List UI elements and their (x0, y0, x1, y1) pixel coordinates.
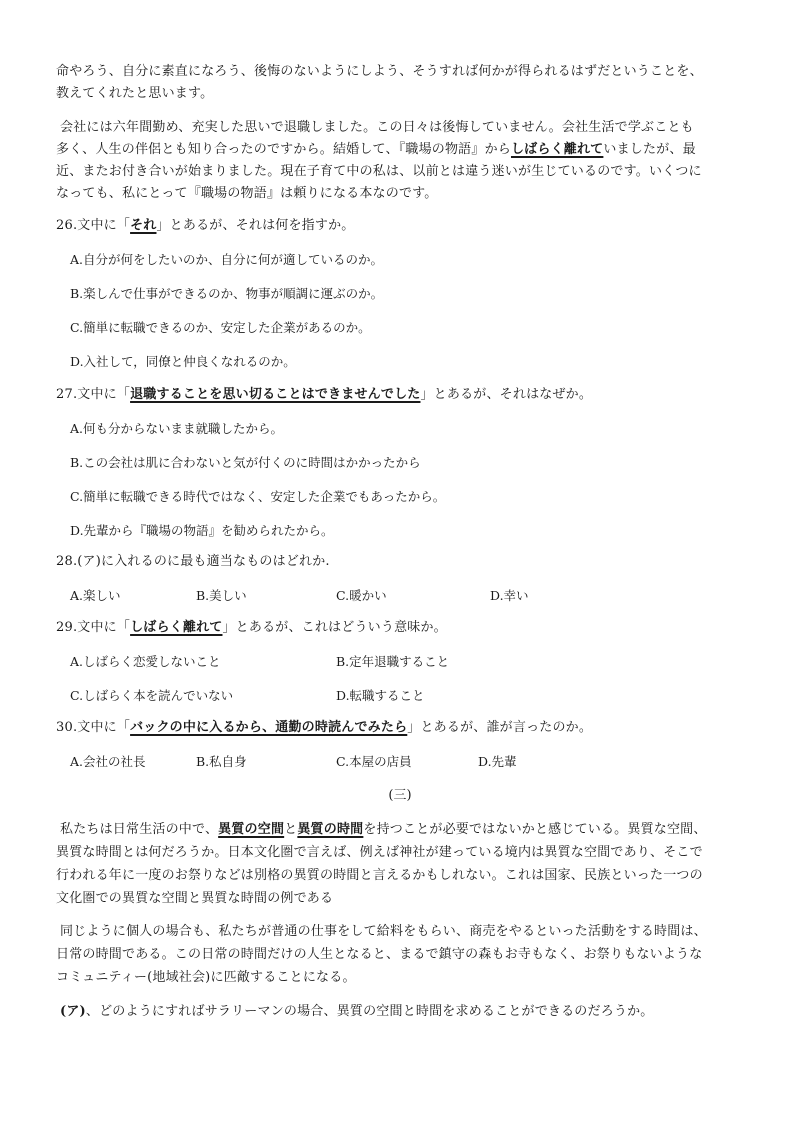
question-stem (56, 385, 592, 405)
underlined-phrase: 異質の時間 (297, 822, 364, 837)
answer-option[interactable]: B.定年退職すること (336, 654, 450, 669)
passage-line (56, 968, 356, 988)
question-stem (56, 618, 447, 638)
answer-option[interactable]: C.本屋の店員 (336, 754, 412, 769)
stem-text: 」とあるが、これはどういう意味か。 (222, 620, 447, 635)
passage-text: いましたが、最 (603, 142, 696, 157)
passage-text: 多く、人生の伴侶とも知り合ったのですから。結婚して、『職場の物語』から (56, 142, 511, 157)
underlined-phrase: しばらく離れて (130, 620, 223, 635)
passage-text: を持つことが必要ではないかと感じている。異質な空間、 (363, 822, 707, 837)
stem-text: 27.文中に「 (56, 387, 131, 402)
passage-text: 文化圏での異質な空間と異質な時間の例である (56, 891, 334, 906)
blank-marker: (ア) (60, 1004, 86, 1019)
underlined-phrase: しばらく離れて (510, 142, 604, 157)
question-stem (56, 552, 330, 572)
passage-line (56, 945, 702, 965)
passage-line (56, 62, 703, 82)
answer-option[interactable]: C.簡単に転職できる時代ではなく、安定した企業でもあったから。 (70, 489, 446, 504)
passage-line (56, 84, 213, 104)
stem-text: 」とあるが、それは何を指すか。 (156, 218, 355, 233)
underlined-phrase: 退職することを思い切ることはできませんでした (130, 387, 421, 402)
passage-text: コミュニティー(地域社会)に匹敵することになる。 (56, 970, 356, 985)
passage-line (56, 184, 438, 204)
passage-line (60, 922, 707, 942)
answer-option[interactable]: A.何も分からないまま就職したから。 (70, 421, 284, 436)
passage-line (56, 866, 703, 886)
stem-text: 29.文中に「 (56, 620, 131, 635)
passage-line (56, 843, 703, 863)
answer-option[interactable]: D.転職すること (336, 688, 425, 703)
stem-text: 」とあるが、誰が言ったのか。 (407, 720, 593, 735)
answer-option[interactable]: C.暖かい (336, 588, 387, 603)
passage-line (60, 820, 707, 840)
passage-line (56, 162, 702, 182)
answer-option[interactable]: A.楽しい (70, 588, 121, 603)
answer-option[interactable]: B.この会社は肌に合わないと気が付くのに時間はかかったから (70, 455, 421, 470)
passage-text: と (284, 822, 298, 837)
passage-text: 命やろう、自分に素直になろう、後悔のないようにしよう、そうすれば何かが得られるはずだということを、 (56, 64, 703, 79)
answer-option[interactable]: B.私自身 (196, 754, 247, 769)
passage-text: 教えてくれたと思います。 (56, 86, 214, 101)
passage-text: 異質な時間とは何だろうか。日本文化圏で言えば、例えば神社が建っている境内は異質な空間であり、そこで (56, 845, 703, 860)
answer-option[interactable]: C.しばらく本を読んでいない (70, 688, 234, 703)
passage-line (56, 140, 696, 160)
section-heading: (三) (388, 788, 412, 803)
question-stem (56, 718, 592, 738)
underlined-phrase: それ (130, 218, 157, 233)
answer-option[interactable]: D.先輩から『職場の物語』を勧められたから。 (70, 523, 334, 538)
underlined-phrase: バックの中に入るから、通勤の時読んでみたら (130, 720, 408, 735)
answer-option[interactable]: A.自分が何をしたいのか、自分に何が適しているのか。 (70, 252, 384, 267)
passage-text: 近、またお付き合いが始まりました。現在子育て中の私は、以前とは違う迷いが生じているのです。いくつに (56, 164, 702, 179)
answer-option[interactable]: D.幸い (490, 588, 529, 603)
passage-text: 私たちは日常生活の中で、 (60, 822, 219, 837)
passage-text: 同じように個人の場合も、私たちが普通の仕事をして給料をもらい、商売をやるといった活動をする時間は、 (60, 924, 707, 939)
answer-option[interactable]: D.先輩 (478, 754, 517, 769)
stem-text: 30.文中に「 (56, 720, 131, 735)
passage-line (56, 889, 333, 909)
passage-line (60, 1002, 654, 1022)
passage-text: なっても、私にとって『職場の物語』は頼りになる本なのです。 (56, 186, 438, 201)
passage-text: 会社には六年間勤め、充実した思いで退職しました。この日々は後悔していません。会社生活で学ぶことも (60, 120, 694, 135)
answer-option[interactable]: D.入社して，同僚と仲良くなれるのか。 (70, 354, 296, 369)
answer-option[interactable]: C.簡単に転職できるのか、安定した企業があるのか。 (70, 320, 371, 335)
passage-text: 、どのようにすればサラリーマンの場合、異質の空間と時間を求めることができるのだろうか。 (85, 1004, 654, 1019)
answer-option[interactable]: B.美しい (196, 588, 247, 603)
question-stem (56, 216, 355, 236)
passage-text: 日常の時間である。この日常の時間だけの人生となると、まるで鎮守の森もお寺もなく、お祭りもないような (56, 947, 703, 962)
passage-text: 行われる年に一度のお祭りなどは別格の異質の時間と言えるかもしれない。これは国家、民族といった一つの (56, 868, 703, 883)
answer-option[interactable]: B.楽しんで仕事ができるのか、物事が順調に運ぶのか。 (70, 286, 384, 301)
stem-text: 」とあるが、それはなぜか。 (420, 387, 593, 402)
stem-text: 28.(ア)に入れるのに最も適当なものはどれか. (56, 554, 330, 569)
answer-option[interactable]: A.会社の社長 (70, 754, 146, 769)
passage-line (60, 118, 694, 138)
underlined-phrase: 異質の空間 (218, 822, 285, 837)
stem-text: 26.文中に「 (56, 218, 131, 233)
answer-option[interactable]: A.しばらく恋愛しないこと (70, 654, 221, 669)
